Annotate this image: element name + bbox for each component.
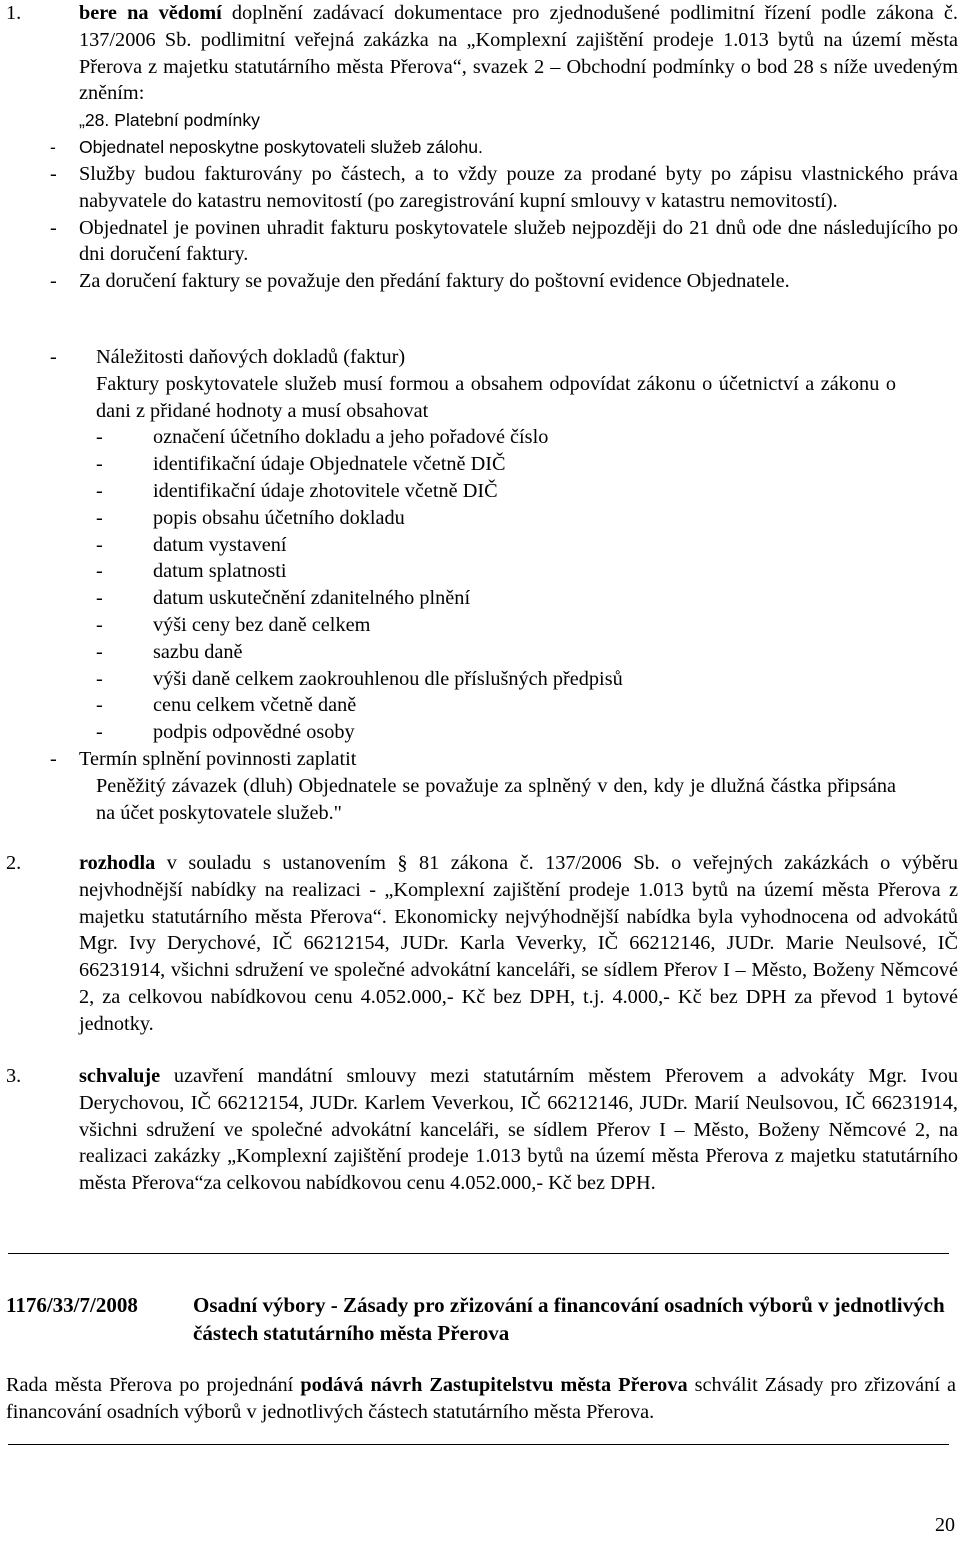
invoice-item: - označení účetního dokladu a jeho pořadové číslo — [96, 426, 549, 449]
term-title-line: - Termín splnění povinnosti zaplatit — [0, 746, 958, 773]
invoice-item: - popis obsahu účetního dokladu — [96, 506, 405, 529]
item-text: uzavření mandátní smlouvy mezi statutárním městem Přerovem a advokáty Mgr. Ivou Derychovou, IČ 66212154, JUDr. Karlem Veverkou, IČ 66212146, JUDr. Marií Neulsovou, IČ 66231914, všichni sdružení ve společné advokátní kanceláři, se sídlem Přerov I – Město, Boženy Němcové 2, na realizaci zakázky „Komplexní zajištění prodeje 1.013 bytů na území města Přerova z majetku statutárního města Přerova“za celkovou nabídkovou cenu 4.052.000,- Kč bez DPH. — [79, 1065, 958, 1195]
term-title: Termín splnění povinnosti zaplatit — [79, 747, 357, 770]
resolution-id: 1176/33/7/2008 — [6, 1293, 138, 1317]
item-verb: bere na vědomí — [79, 2, 222, 24]
invoice-item: - identifikační údaje zhotovitele včetně DIČ — [96, 479, 498, 502]
invoice-section — [0, 344, 958, 826]
item-text: v souladu s ustanovením § 81 zákona č. 137/2006 Sb. o veřejných zakázkách o výběru nejvhodnější nabídky na realizaci - „Komplexní zajištění prodeje 1.013 bytů na území města Přerova z majetku statutárního města Přerova“. Ekonomicky nejvýhodnější nabídka byla vyhodnocena od advokátů Mgr. Ivy Derychové, IČ 66212154, JUDr. Karla Veverky, IČ 66212146, JUDr. Marie Neulsové, IČ 66231914, všichni sdružení ve společné advokátní kanceláři, se sídlem Přerov I – Město, Boženy Němcové 2, za celkovou nabídkovou cenu 4.052.000,- Kč bez DPH, t.j. 4.000,- Kč bez DPH za převod 1 bytové jednotky. — [79, 852, 958, 1035]
invoice-item: - datum splatnosti — [96, 560, 287, 583]
separator-line — [8, 1444, 949, 1445]
separator-line — [8, 1253, 949, 1254]
item-number: 2. — [6, 852, 22, 874]
item-number: 3. — [6, 1065, 22, 1087]
item-body — [79, 1063, 958, 1197]
payment-point: - Služby budou fakturovány po částech, a to vždy pouze za prodané byty po zápisu vlastnického práva nabyvatele do katastru nemovitostí (po zaregistrování kupní smlouvy v katastru nemovitostí). — [50, 163, 958, 212]
resolution-text: Rada města Přerova po projednání podává návrh Zastupitelstvu města Přerova schválit Zásady pro zřizování a financování osadních výborů v jednotlivých částech statutárního města Přerova. — [6, 1374, 957, 1423]
invoice-text: Faktury poskytovatele služeb musí formou a obsahem odpovídat zákonu o účetnictví a zákonu o dani z přidané hodnoty a musí obsahovat — [96, 372, 896, 422]
item-number: 1. — [6, 2, 22, 24]
invoice-item: - výši ceny bez daně celkem — [96, 613, 371, 636]
item-1 — [0, 0, 958, 107]
payment-points — [0, 134, 958, 161]
payment-point: - Objednatel neposkytne poskytovateli služeb zálohu. — [50, 137, 483, 157]
item-body — [79, 0, 958, 107]
invoice-item: - cenu celkem včetně daně — [96, 694, 357, 717]
payment-points-cont — [0, 161, 958, 295]
item-3 — [0, 1063, 958, 1197]
item-verb: rozhodla — [79, 852, 156, 874]
item-body — [79, 850, 958, 1038]
page-number: 20 — [935, 1514, 955, 1536]
item-intro: doplnění zadávací dokumentace pro zjednodušené podlimitní řízení podle zákona č. 137/2006 Sb. podlimitní veřejná zakázka na „Komplexní zajištění prodeje 1.013 bytů na území města Přerova z majetku statutárního města Přerova“, svazek 2 – Obchodní podmínky o bod 28 s níže uvedeným zněním: — [79, 2, 958, 105]
invoice-item: - sazbu daně — [96, 640, 243, 663]
invoice-item: - identifikační údaje Objednatele včetně DIČ — [96, 453, 506, 476]
payment-heading: „28. Platební podmínky — [79, 110, 260, 130]
resolution-title: Osadní výbory - Zásady pro zřizování a financování osadních výborů v jednotlivých částech statutárního města Přerova — [193, 1293, 945, 1345]
invoice-title: Náležitosti daňových dokladů (faktur) — [96, 346, 406, 368]
term-text: Peněžitý závazek (dluh) Objednatele se považuje za splněný v den, kdy je dlužná částka připsána na účet poskytovatele služeb." — [96, 774, 896, 824]
payment-point: - Objednatel je povinen uhradit fakturu poskytovatele služeb nejpozději do 21 dnů ode dne následujícího po dni doručení faktury. — [50, 216, 958, 266]
invoice-item: - datum vystavení — [96, 533, 287, 556]
invoice-items-list — [96, 424, 958, 746]
item-verb: schvaluje — [79, 1065, 161, 1087]
invoice-item: - podpis odpovědné osoby — [96, 721, 355, 744]
invoice-title-line: - Náležitosti daňových dokladů (faktur) — [0, 344, 958, 371]
invoice-item: - datum uskutečnění zdanitelného plnění — [96, 587, 471, 610]
item-2 — [0, 850, 958, 1038]
invoice-item: - výši daně celkem zaokrouhlenou dle příslušných předpisů — [96, 667, 623, 690]
payment-point: - Za doručení faktury se považuje den předání faktury do poštovní evidence Objednatele. — [50, 270, 790, 293]
